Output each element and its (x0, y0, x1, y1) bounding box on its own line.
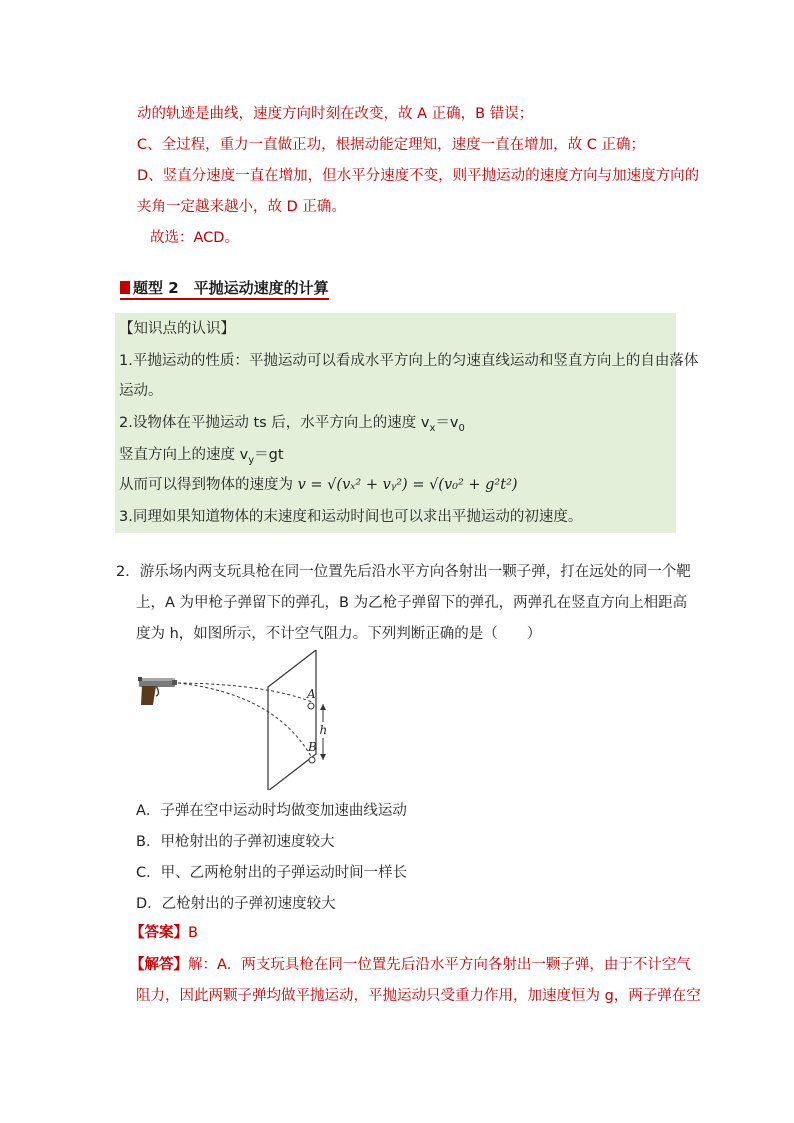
knowledge-item3 (119, 445, 284, 471)
solution-line-5: 故选：ACD。 (150, 230, 239, 246)
item3-sub-y: y (248, 454, 255, 466)
analysis-line-1 (130, 955, 691, 975)
question-line-1: 2．游乐场内两支玩具枪在同一位置先后沿水平方向各射出一颗子弹，打在远处的同一个靶 (116, 564, 691, 580)
knowledge-item5: 3.同理如果知道物体的末速度和运动时间也可以求出平抛运动的初速度。 (119, 509, 583, 525)
solution-line-3: D、竖直分速度一直在增加，但水平分速度不变，则平抛运动的速度方向与加速度方向的 (137, 168, 700, 184)
question-line-2: 上，A 为甲枪子弹留下的弹孔，B 为乙枪子弹留下的弹孔，两弹孔在竖直方向上相距高 (136, 595, 688, 611)
knowledge-item4 (119, 475, 518, 495)
knowledge-item1-line2: 运动。 (119, 383, 163, 399)
section-marker (120, 281, 130, 294)
option-c: C．甲、乙两枪射出的子弹运动时间一样长 (136, 865, 408, 881)
knowledge-box (115, 313, 699, 533)
label-a: A (307, 687, 316, 701)
solution-line-1: 动的轨迹是曲线，速度方向时刻在改变，故 A 正确，B 错误； (137, 106, 534, 122)
target-board (268, 650, 316, 790)
analysis-line-2: 阻力，因此两颗子弹均做平抛运动，平抛运动只受重力作用，加速度恒为 g，两子弹在空 (136, 988, 701, 1004)
analysis-text-1: 解：A．两支玩具枪在同一位置先后沿水平方向各射出一颗子弹，由于不计空气 (188, 957, 691, 973)
hole-a (308, 703, 314, 709)
knowledge-item1-line1: 1.平抛运动的性质：平抛运动可以看成水平方向上的匀速直线运动和竖直方向上的自由落体 (119, 353, 699, 369)
solution-line-2: C、全过程，重力一直做正功，根据动能定理知，速度一直在增加，故 C 正确； (137, 137, 645, 153)
toy-gun-icon (138, 677, 177, 705)
item2-sub-0: 0 (458, 422, 465, 434)
item2-prefix: 2.设物体在平抛运动 ts 后，水平方向上的速度 v (119, 415, 430, 431)
answer-value: B (188, 925, 198, 941)
knowledge-item2 (119, 413, 465, 439)
item3-eq: ＝gt (254, 447, 284, 463)
option-b: B．甲枪射出的子弹初速度较大 (136, 834, 335, 850)
velocity-formula: v = √(vₓ² + vᵧ²) = √(v₀² + g²t²) (297, 477, 518, 493)
section-underline (120, 298, 329, 300)
hole-b (309, 757, 315, 763)
answer-tag: 【答案】 (130, 925, 188, 941)
item3-prefix: 竖直方向上的速度 v (119, 447, 249, 463)
section-title-text: 题型 2 平抛运动速度的计算 (133, 279, 329, 297)
item4-prefix: 从而可以得到物体的速度为 (119, 477, 293, 493)
analysis-tag: 【解答】 (130, 957, 188, 973)
section-title (120, 276, 329, 300)
knowledge-header: 【知识点的认识】 (119, 321, 235, 337)
option-d: D．乙枪射出的子弹初速度较大 (136, 896, 336, 912)
solution-line-4: 夹角一定越来越小，故 D 正确。 (137, 199, 346, 215)
label-h: h (319, 723, 328, 737)
item2-eq: ＝v (435, 415, 459, 431)
question-line-3: 度为 h，如图所示，不计空气阻力。下列判断正确的是（ ） (136, 626, 542, 642)
item2-sub-x: x (429, 422, 436, 434)
answer-line (130, 923, 198, 943)
label-b: B (308, 740, 317, 754)
question-figure (136, 650, 356, 790)
option-a: A．子弹在空中运动时均做变加速曲线运动 (136, 803, 407, 819)
